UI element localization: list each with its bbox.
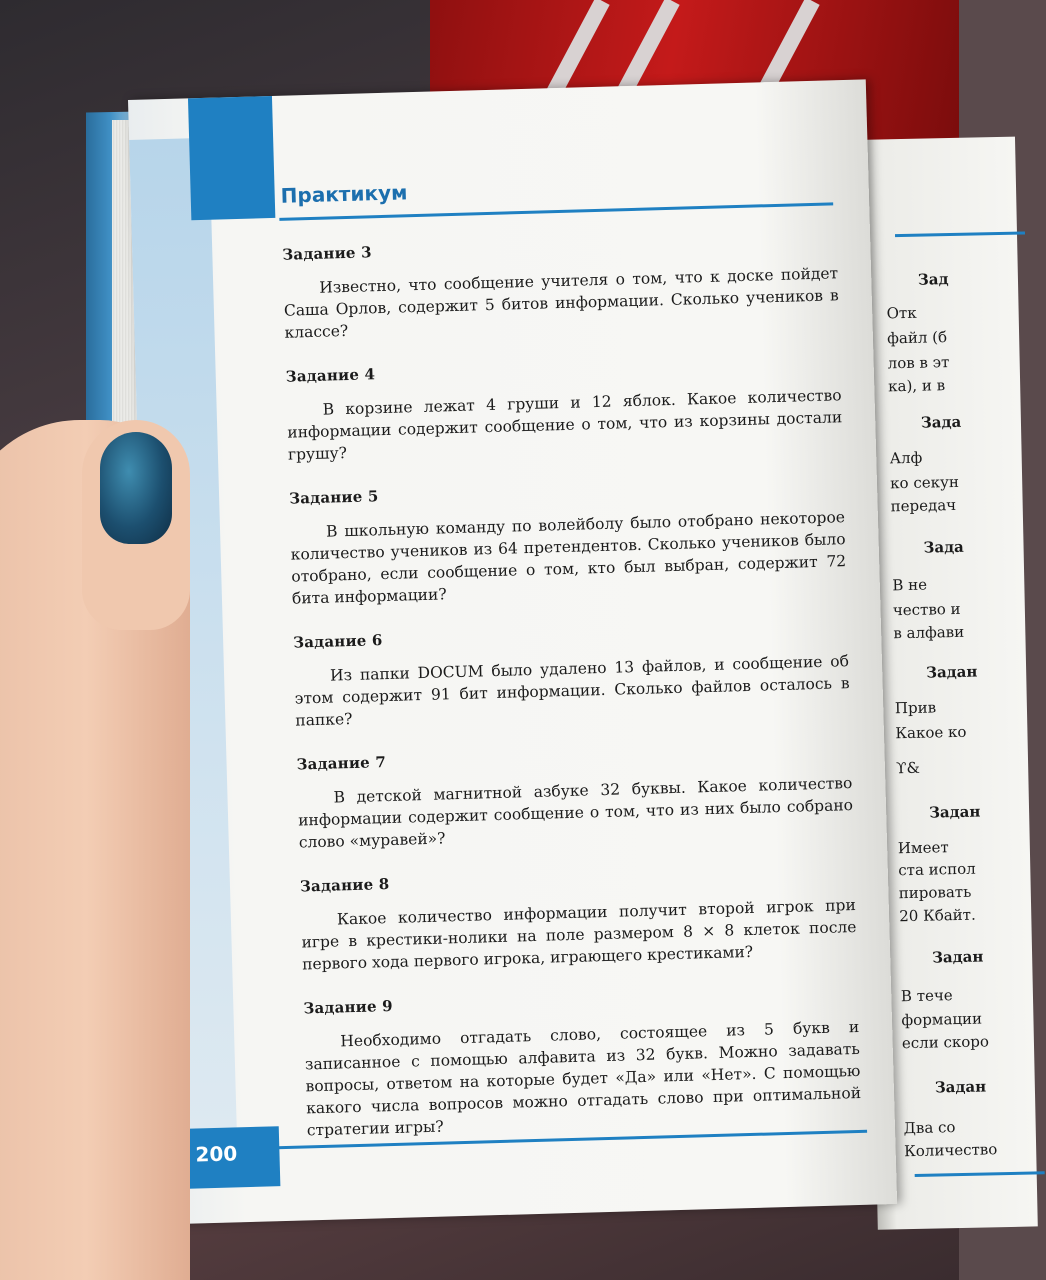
task-text: Из папки DOCUM было удалено 13 файлов, и сообщение об этом содержит 91 бит информации. Сколько файлов осталось в папке? bbox=[294, 652, 850, 730]
page-corner-block bbox=[188, 96, 275, 220]
right-page-line: если скоро bbox=[901, 1032, 990, 1053]
right-page-heading: Задан bbox=[934, 1077, 987, 1097]
task-5 bbox=[289, 474, 847, 609]
right-page-line: Какое ко bbox=[895, 722, 967, 743]
page-number: 200 bbox=[195, 1141, 238, 1167]
right-page-heading: Зада bbox=[920, 412, 962, 432]
right-page-line: лов в эт bbox=[887, 353, 950, 373]
task-text: Необходимо отгадать слово, состоящее из 5 букв и записанное с помощью алфавита из 32 букв. Можно задавать вопросы, ответом на которые будет «Да» или «Нет». С помощью какого числа вопросов можно отгадать слово при оптимальной стратегии игры? bbox=[304, 1017, 862, 1140]
task-title: Задание 9 bbox=[303, 996, 394, 1018]
right-page-line: 20 Кбайт. bbox=[899, 905, 976, 926]
right-page-line: в алфави bbox=[893, 622, 965, 643]
task-title: Задание 4 bbox=[285, 365, 376, 386]
right-page-line: формации bbox=[901, 1009, 983, 1030]
right-page-line: ко секун bbox=[890, 472, 960, 493]
right-page-heading: Зад bbox=[917, 270, 949, 289]
right-page-line: пировать bbox=[898, 882, 972, 903]
task-text: В школьную команду по волейболу было отобрано некоторое количество учеников из 64 претендентов. Сколько учеников было отобрано, если сообщение о том, кто был выбран, содержит 72 бита информации? bbox=[290, 508, 847, 608]
task-text: В корзине лежат 4 груши и 12 яблок. Какое количество информации содержит сообщение о том, что из корзины достали грушу? bbox=[287, 386, 843, 464]
section-title: Практикум bbox=[280, 180, 408, 208]
task-text: Известно, что сообщение учителя о том, что к доске пойдет Саша Орлов, содержит 5 битов информации. Сколько учеников в классе? bbox=[283, 264, 839, 342]
right-page-heading: Задан bbox=[931, 947, 984, 967]
right-page-heading: Задан bbox=[925, 662, 978, 682]
task-title: Задание 8 bbox=[299, 875, 390, 896]
task-9 bbox=[303, 984, 862, 1141]
painted-nail bbox=[100, 432, 172, 544]
right-page-rule bbox=[895, 231, 1025, 237]
right-page-line: В тече bbox=[900, 986, 953, 1006]
task-6 bbox=[293, 618, 851, 731]
task-list bbox=[282, 230, 862, 1165]
task-4 bbox=[286, 352, 844, 465]
right-page-line: ка), и в bbox=[887, 376, 946, 396]
right-page-heading: Зада bbox=[923, 537, 964, 557]
task-title: Задание 7 bbox=[296, 753, 387, 774]
right-page-line: Прив bbox=[894, 698, 937, 718]
task-text: Какое количество информации получит второй игрок при игре в крестики-нолики на поле размером 8 × 8 клеток после первого хода первого игрока, играющего крестиками? bbox=[301, 895, 857, 974]
right-page-footer-rule bbox=[915, 1171, 1045, 1177]
left-page bbox=[128, 79, 897, 1224]
right-page-line: Имеет bbox=[897, 838, 949, 858]
task-text: В детской магнитной азбуке 32 буквы. Какое количество информации содержит сообщение о том, что из них было собрано слово «муравей»? bbox=[297, 774, 854, 852]
right-page-line: Алф bbox=[889, 448, 923, 468]
right-page-line: ста испол bbox=[898, 859, 976, 880]
right-page-line: файл (б bbox=[886, 328, 948, 348]
right-page-line: ϒ& bbox=[895, 758, 921, 778]
right-page-line: передач bbox=[890, 495, 957, 516]
task-title: Задание 6 bbox=[292, 631, 383, 652]
right-page-line: Отк bbox=[886, 303, 917, 323]
task-3 bbox=[282, 230, 840, 343]
right-page-heading: Задан bbox=[928, 802, 981, 822]
right-page-line: Количество bbox=[903, 1140, 998, 1161]
task-title: Задание 3 bbox=[282, 243, 372, 264]
task-7 bbox=[296, 740, 854, 853]
right-page-line: чество и bbox=[892, 599, 961, 620]
task-title: Задание 5 bbox=[288, 487, 379, 508]
right-page-line: В не bbox=[892, 575, 928, 595]
right-page-line: Два со bbox=[903, 1118, 956, 1138]
task-8 bbox=[300, 862, 858, 975]
